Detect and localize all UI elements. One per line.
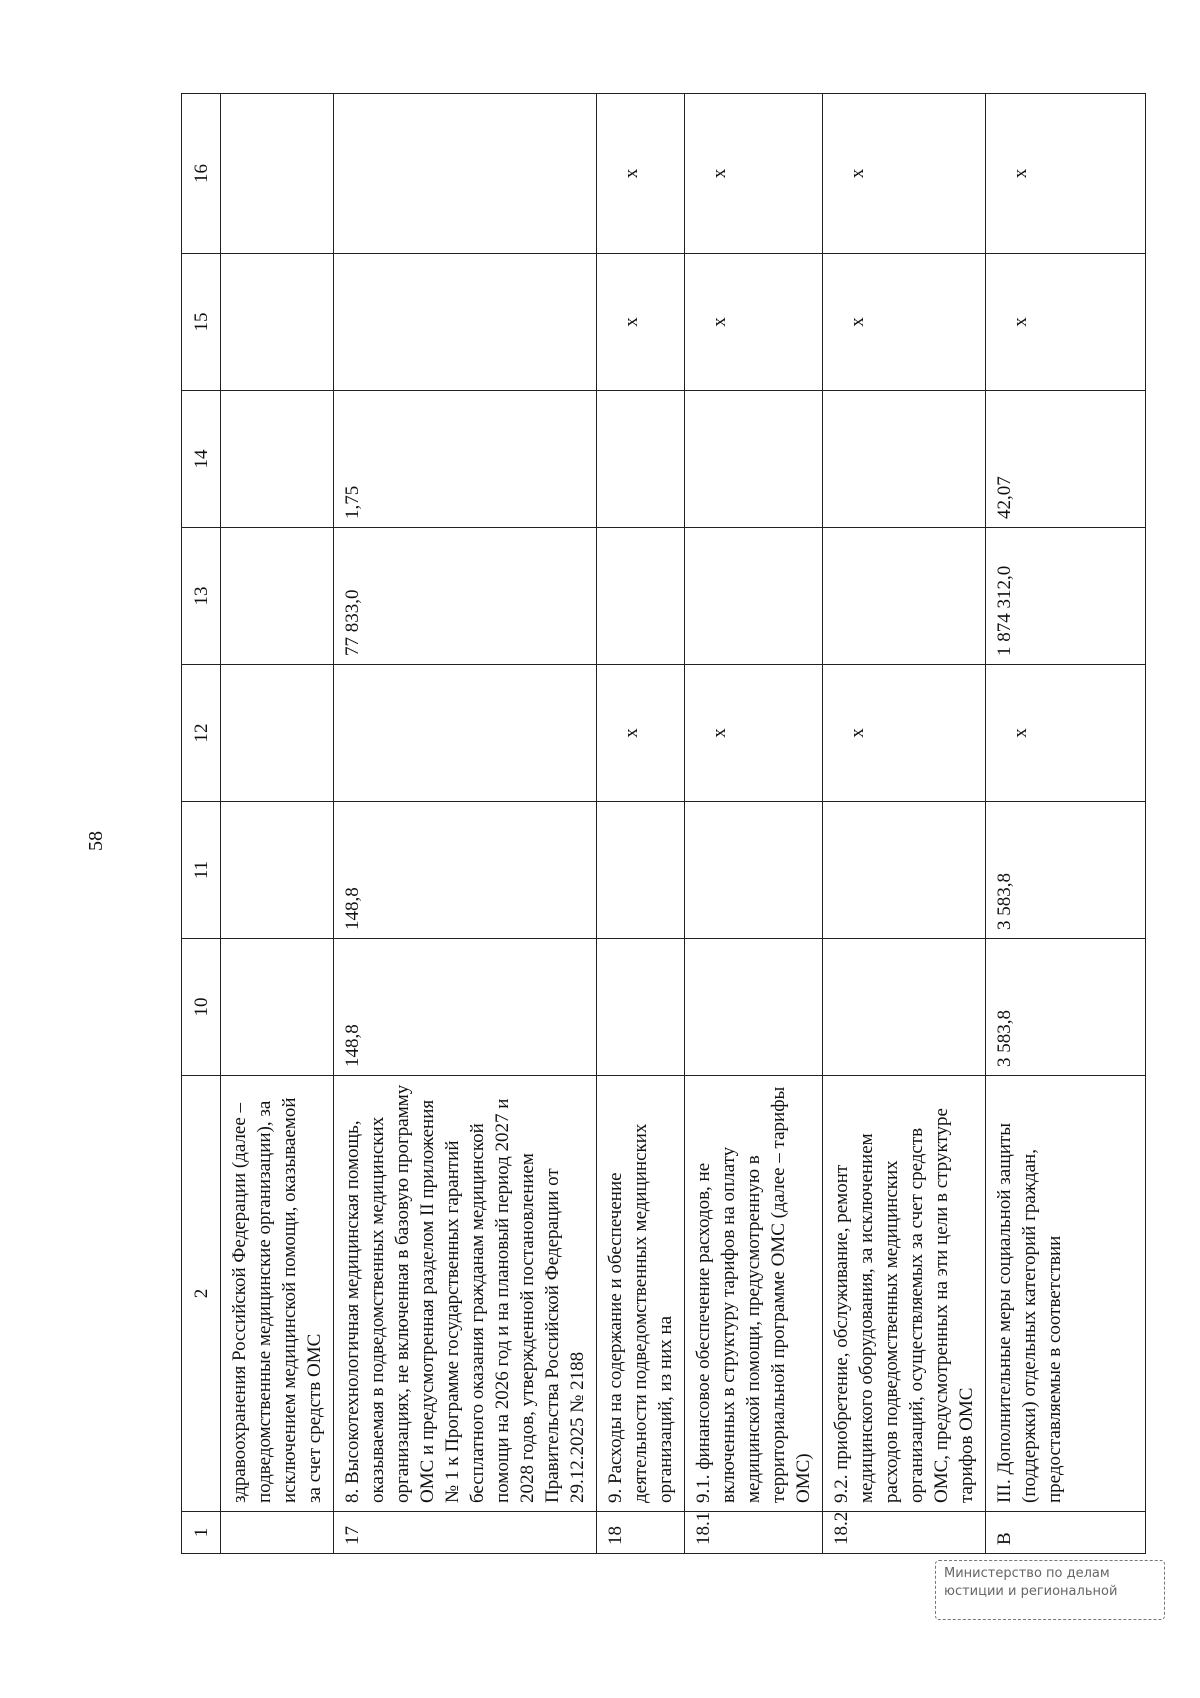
value-cell: 3 583,8	[986, 802, 1146, 939]
value-cell	[685, 802, 823, 939]
stamp-line: Министерство по делам	[944, 1566, 1110, 1581]
value-cell: x	[986, 665, 1146, 802]
value-cell	[221, 665, 334, 802]
stamp-line: юстиции и региональной	[944, 1584, 1118, 1599]
header-cell: 2	[182, 1076, 221, 1512]
value-cell: x	[823, 94, 986, 254]
row-number-cell: 17	[334, 1512, 597, 1554]
description-cell: 9. Расходы на содержание и обеспечение деятельности подведомственных медицинских организаций, из них на	[597, 1076, 685, 1512]
value-cell	[597, 939, 685, 1076]
table-row	[334, 94, 597, 1554]
value-cell: x	[685, 254, 823, 391]
value-cell	[597, 802, 685, 939]
row-number-cell: 18.2	[823, 1512, 986, 1554]
value-cell	[221, 391, 334, 528]
value-cell	[823, 802, 986, 939]
value-cell: 42,07	[986, 391, 1146, 528]
value-cell: 148,8	[334, 939, 597, 1076]
header-cell: 16	[182, 94, 221, 254]
row-number-cell: 18	[597, 1512, 685, 1554]
value-cell	[823, 939, 986, 1076]
value-cell: 1,75	[334, 391, 597, 528]
value-cell	[221, 802, 334, 939]
value-cell	[334, 94, 597, 254]
header-cell: 15	[182, 254, 221, 391]
value-cell	[221, 939, 334, 1076]
row-number-cell: В	[986, 1512, 1146, 1554]
ministry-stamp	[935, 1560, 1165, 1620]
value-cell	[823, 391, 986, 528]
description-cell: здравоохранения Российской Федерации (далее – подведомственные медицинские организации), за исключением медицинской помощи, оказываемой за счет средств ОМС	[221, 1076, 334, 1512]
value-cell	[221, 528, 334, 665]
header-cell: 1	[182, 1512, 221, 1554]
value-cell: 3 583,8	[986, 939, 1146, 1076]
header-cell: 13	[182, 528, 221, 665]
value-cell	[221, 94, 334, 254]
description-cell: 9.1. финансовое обеспечение расходов, не включенных в структуру тарифов на оплату медицинской помощи, предусмотренную в территориальной программе ОМС (далее – тарифы ОМС)	[685, 1076, 823, 1512]
table-row	[823, 94, 986, 1554]
value-cell	[597, 391, 685, 528]
value-cell	[597, 528, 685, 665]
value-cell: x	[597, 254, 685, 391]
value-cell	[685, 391, 823, 528]
value-cell: x	[685, 94, 823, 254]
value-cell: x	[823, 254, 986, 391]
value-cell	[221, 254, 334, 391]
header-cell: 12	[182, 665, 221, 802]
value-cell: x	[685, 665, 823, 802]
value-cell: 1 874 312,0	[986, 528, 1146, 665]
table-row	[986, 94, 1146, 1554]
description-cell: 9.2. приобретение, обслуживание, ремонт медицинского оборудования, за исключением расходов подведомственных медицинских организаций, осуществляемых за счет средств ОМС, предусмотренных на эти цели в структуре тарифов ОМС	[823, 1076, 986, 1512]
description-cell: III. Дополнительные меры социальной защиты (поддержки) отдельных категорий граждан, предоставляемые в соответствии	[986, 1076, 1146, 1512]
value-cell: 77 833,0	[334, 528, 597, 665]
value-cell	[685, 939, 823, 1076]
table-row	[221, 94, 334, 1554]
page-number: 58	[85, 831, 107, 851]
header-cell: 10	[182, 939, 221, 1076]
rotated-table-container	[181, 94, 1126, 1554]
value-cell: x	[986, 254, 1146, 391]
header-cell: 11	[182, 802, 221, 939]
table-row	[597, 94, 685, 1554]
value-cell: x	[823, 665, 986, 802]
header-row	[182, 94, 221, 1554]
row-number-cell	[221, 1512, 334, 1554]
data-table	[181, 93, 1146, 1554]
header-cell: 14	[182, 391, 221, 528]
value-cell: x	[597, 94, 685, 254]
value-cell	[685, 528, 823, 665]
description-cell: 8. Высокотехнологичная медицинская помощь, оказываемая в подведомственных медицинских организациях, не включенная в базовую программу ОМС и предусмотренная разделом II приложения № 1 к Программе государственных гарантий бесплатного оказания гражданам медицинской помощи на 2026 год и на плановый период 2027 и 2028 годов, утвержденной постановлением Правительства Российской Федерации от 29.12.2025 № 2188	[334, 1076, 597, 1512]
table-row	[685, 94, 823, 1554]
value-cell: x	[597, 665, 685, 802]
value-cell	[823, 528, 986, 665]
value-cell: 148,8	[334, 802, 597, 939]
value-cell	[334, 254, 597, 391]
value-cell	[334, 665, 597, 802]
value-cell: x	[986, 94, 1146, 254]
row-number-cell: 18.1	[685, 1512, 823, 1554]
